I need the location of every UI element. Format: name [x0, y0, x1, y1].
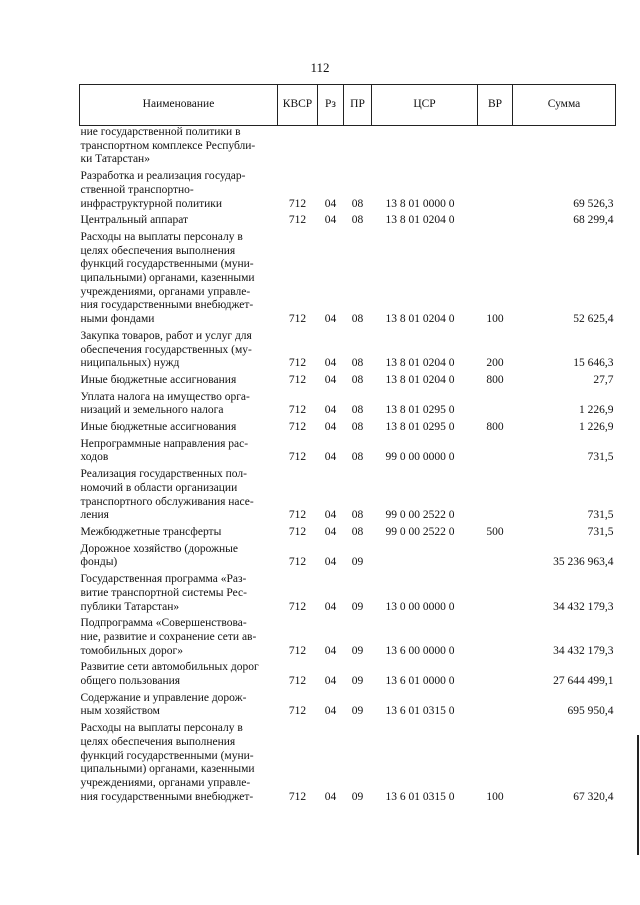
row-pr: 08 — [351, 313, 364, 326]
table-row — [80, 374, 616, 391]
row-sum: 15 646,3 — [573, 357, 614, 370]
budget-table — [79, 84, 616, 807]
row-name-line: ственной транспортно- — [80, 183, 194, 196]
row-name-line: Подпрограмма «Совершенствова- — [80, 617, 247, 630]
row-name-line: ными фондами — [80, 313, 155, 326]
row-name-line: публики Татарстан» — [80, 600, 180, 613]
row-kvsr: 712 — [288, 357, 307, 370]
row-name-line: ным хозяйством — [80, 705, 160, 718]
row-csr: 13 6 01 0000 0 — [385, 675, 455, 688]
row-pr: 08 — [351, 509, 364, 522]
row-vr: 800 — [486, 421, 504, 434]
row-name — [80, 170, 278, 214]
table-row — [80, 617, 616, 661]
table-row — [80, 231, 616, 330]
row-kvsr: 712 — [288, 373, 307, 386]
row-rz: 04 — [324, 357, 337, 370]
row-kvsr: 712 — [288, 451, 307, 464]
row-sum: 731,5 — [587, 509, 614, 522]
table-row — [80, 468, 616, 526]
row-name — [80, 661, 278, 691]
row-kvsr: 712 — [288, 600, 307, 613]
row-sum: 67 320,4 — [573, 790, 614, 803]
table-row — [80, 126, 616, 171]
row-kvsr: 712 — [288, 421, 307, 434]
row-name-line: ходов — [80, 451, 109, 464]
row-name — [80, 573, 278, 617]
row-vr: 800 — [486, 373, 504, 386]
row-sum: 731,5 — [587, 525, 614, 538]
row-name-line: Разработка и реализация государ- — [80, 170, 246, 183]
row-name-line: низаций и земельного налога — [80, 404, 224, 417]
row-sum: 731,5 — [587, 451, 614, 464]
row-pr — [344, 126, 372, 171]
row-name-line: томобильных дорог» — [80, 644, 183, 657]
row-vr — [478, 214, 513, 231]
row-name-line: витие транспортной системы Рес- — [80, 586, 247, 599]
row-vr: 200 — [486, 357, 504, 370]
table-row — [80, 543, 616, 573]
row-kvsr: 712 — [288, 313, 307, 326]
row-name-line: Уплата налога на имущество орга- — [80, 390, 250, 403]
table-row — [80, 526, 616, 543]
row-rz: 04 — [324, 790, 337, 803]
row-name-line: Дорожное хозяйство (дорожные — [80, 542, 239, 555]
row-rz: 04 — [324, 600, 337, 613]
row-pr: 09 — [351, 705, 364, 718]
row-name-line: ления — [80, 509, 109, 522]
table-row — [80, 722, 616, 807]
row-pr: 08 — [351, 421, 364, 434]
row-name-line: инфраструктурной политики — [80, 197, 223, 210]
row-sum: 68 299,4 — [573, 214, 614, 227]
page-number: 112 — [310, 60, 330, 75]
row-rz: 04 — [324, 373, 337, 386]
table-header-row — [80, 85, 616, 126]
row-rz — [318, 126, 344, 171]
row-vr — [478, 438, 513, 468]
row-pr: 09 — [351, 790, 364, 803]
row-pr: 08 — [351, 404, 364, 417]
row-vr: 100 — [486, 313, 504, 326]
row-vr — [478, 468, 513, 526]
row-sum: 27 644 499,1 — [553, 675, 614, 688]
row-name — [80, 126, 278, 171]
row-csr: 13 6 00 0000 0 — [385, 644, 455, 657]
table-row — [80, 214, 616, 231]
row-name-line: функций государственными (муни- — [80, 258, 254, 271]
header-kvsr: КВСР — [278, 85, 318, 126]
row-name — [80, 526, 278, 543]
row-rz: 04 — [324, 197, 337, 210]
row-pr: 09 — [351, 600, 364, 613]
row-name-line: ния государственными внебюджет- — [80, 299, 254, 312]
row-csr: 13 8 01 0204 0 — [385, 313, 455, 326]
row-name-line: общего пользования — [80, 675, 181, 688]
row-rz: 04 — [324, 675, 337, 688]
row-csr: 13 8 01 0204 0 — [385, 373, 455, 386]
table-row — [80, 391, 616, 421]
row-csr — [372, 126, 478, 171]
row-vr — [478, 573, 513, 617]
row-pr: 08 — [351, 214, 364, 227]
row-pr: 09 — [351, 644, 364, 657]
row-name-line: Расходы на выплаты персоналу в — [80, 722, 243, 735]
row-csr: 99 0 00 2522 0 — [385, 509, 455, 522]
row-name-line: Закупка товаров, работ и услуг для — [80, 329, 252, 342]
row-name-line: фонды) — [80, 556, 118, 569]
row-name-line: ки Татарстан» — [80, 153, 150, 166]
row-csr: 13 8 01 0204 0 — [385, 214, 455, 227]
row-name-line: ципальными) органами, казенными — [80, 763, 255, 776]
row-kvsr: 712 — [288, 644, 307, 657]
row-pr: 08 — [351, 373, 364, 386]
row-csr — [372, 543, 478, 573]
header-rz: Рз — [318, 85, 344, 126]
row-name-line: Расходы на выплаты персоналу в — [80, 230, 243, 243]
row-name-line: учреждениями, органами управле- — [80, 285, 251, 298]
row-rz: 04 — [324, 451, 337, 464]
row-name-line: целях обеспечения выполнения — [80, 244, 236, 257]
row-name-line: Содержание и управление дорож- — [80, 691, 247, 704]
row-kvsr: 712 — [288, 509, 307, 522]
row-name — [80, 231, 278, 330]
row-rz: 04 — [324, 421, 337, 434]
row-name-line: Государственная программа «Раз- — [80, 573, 247, 586]
row-kvsr: 712 — [288, 675, 307, 688]
row-name-line: Межбюджетные трансферты — [80, 525, 222, 538]
row-vr: 100 — [486, 790, 504, 803]
row-name-line: Непрограммные направления рас- — [80, 437, 249, 450]
row-name — [80, 421, 278, 438]
header-sum: Сумма — [513, 85, 616, 126]
row-vr: 500 — [486, 525, 504, 538]
row-csr: 13 6 01 0315 0 — [385, 790, 455, 803]
row-name — [80, 214, 278, 231]
row-name — [80, 374, 278, 391]
row-sum: 52 625,4 — [573, 313, 614, 326]
scan-edge-mark — [637, 735, 639, 855]
row-name-line: ния государственными внебюджет- — [80, 790, 254, 803]
row-rz: 04 — [324, 705, 337, 718]
row-pr: 09 — [351, 675, 364, 688]
row-name-line: ниципальных) нужд — [80, 357, 180, 370]
row-name-line: ние, развитие и сохранение сети ав- — [80, 630, 257, 643]
row-sum: 1 226,9 — [579, 404, 614, 417]
row-pr: 08 — [351, 451, 364, 464]
row-csr: 99 0 00 0000 0 — [385, 451, 455, 464]
row-csr: 13 8 01 0295 0 — [385, 404, 455, 417]
row-name — [80, 391, 278, 421]
row-name-line: ние государственной политики в — [80, 126, 241, 138]
row-sum: 27,7 — [593, 373, 614, 386]
row-name — [80, 438, 278, 468]
row-sum: 34 432 179,3 — [553, 600, 614, 613]
row-name-line: Иные бюджетные ассигнования — [80, 373, 237, 386]
header-name: Наименование — [80, 85, 278, 126]
row-name — [80, 468, 278, 526]
row-vr — [478, 543, 513, 573]
row-name-line: Иные бюджетные ассигнования — [80, 421, 237, 434]
row-name-line: транспортном комплексе Республи- — [80, 139, 256, 152]
row-rz: 04 — [324, 556, 337, 569]
row-vr — [478, 170, 513, 214]
table-row — [80, 330, 616, 374]
row-vr — [478, 617, 513, 661]
row-kvsr: 712 — [288, 214, 307, 227]
row-name-line: обеспечения государственных (му- — [80, 343, 252, 356]
row-kvsr: 712 — [288, 525, 307, 538]
row-csr: 99 0 00 2522 0 — [385, 525, 455, 538]
row-name-line: номочий в области организации — [80, 481, 238, 494]
table-body — [80, 126, 616, 808]
row-csr: 13 8 01 0204 0 — [385, 357, 455, 370]
row-rz: 04 — [324, 644, 337, 657]
row-csr: 13 0 00 0000 0 — [385, 600, 455, 613]
row-sum: 35 236 963,4 — [553, 556, 614, 569]
row-kvsr: 712 — [288, 790, 307, 803]
row-csr: 13 6 01 0315 0 — [385, 705, 455, 718]
row-pr: 08 — [351, 197, 364, 210]
row-sum: 69 526,3 — [573, 197, 614, 210]
row-name-line: Реализация государственных пол- — [80, 468, 247, 481]
row-name — [80, 330, 278, 374]
row-vr — [478, 661, 513, 691]
row-pr: 08 — [351, 357, 364, 370]
header-csr: ЦСР — [372, 85, 478, 126]
table-row — [80, 421, 616, 438]
row-kvsr: 712 — [288, 197, 307, 210]
row-rz: 04 — [324, 214, 337, 227]
row-kvsr: 712 — [288, 404, 307, 417]
row-name-line: функций государственными (муни- — [80, 749, 254, 762]
table-row — [80, 661, 616, 691]
row-name — [80, 617, 278, 661]
row-name-line: учреждениями, органами управле- — [80, 776, 251, 789]
row-rz: 04 — [324, 404, 337, 417]
row-kvsr — [278, 126, 318, 171]
table-row — [80, 692, 616, 722]
row-csr: 13 8 01 0295 0 — [385, 421, 455, 434]
row-vr — [478, 692, 513, 722]
row-kvsr: 712 — [288, 556, 307, 569]
row-csr: 13 8 01 0000 0 — [385, 197, 455, 210]
row-rz: 04 — [324, 525, 337, 538]
table-row — [80, 170, 616, 214]
row-name-line: целях обеспечения выполнения — [80, 735, 236, 748]
row-name-line: транспортного обслуживания насе- — [80, 495, 254, 508]
row-name-line: ципальными) органами, казенными — [80, 272, 255, 285]
table-row — [80, 438, 616, 468]
row-sum: 34 432 179,3 — [553, 644, 614, 657]
row-sum: 695 950,4 — [567, 705, 614, 718]
row-sum — [513, 126, 616, 171]
row-name-line: Развитие сети автомобильных дорог — [80, 661, 259, 674]
header-pr: ПР — [344, 85, 372, 126]
row-name-line: Центральный аппарат — [80, 214, 189, 227]
row-name — [80, 543, 278, 573]
row-rz: 04 — [324, 313, 337, 326]
row-name — [80, 722, 278, 807]
row-rz: 04 — [324, 509, 337, 522]
row-sum: 1 226,9 — [579, 421, 614, 434]
row-kvsr: 712 — [288, 705, 307, 718]
table-row — [80, 573, 616, 617]
row-pr: 08 — [351, 525, 364, 538]
row-vr — [478, 126, 513, 171]
row-pr: 09 — [351, 556, 364, 569]
row-name — [80, 692, 278, 722]
row-vr — [478, 391, 513, 421]
header-vr: ВР — [478, 85, 513, 126]
